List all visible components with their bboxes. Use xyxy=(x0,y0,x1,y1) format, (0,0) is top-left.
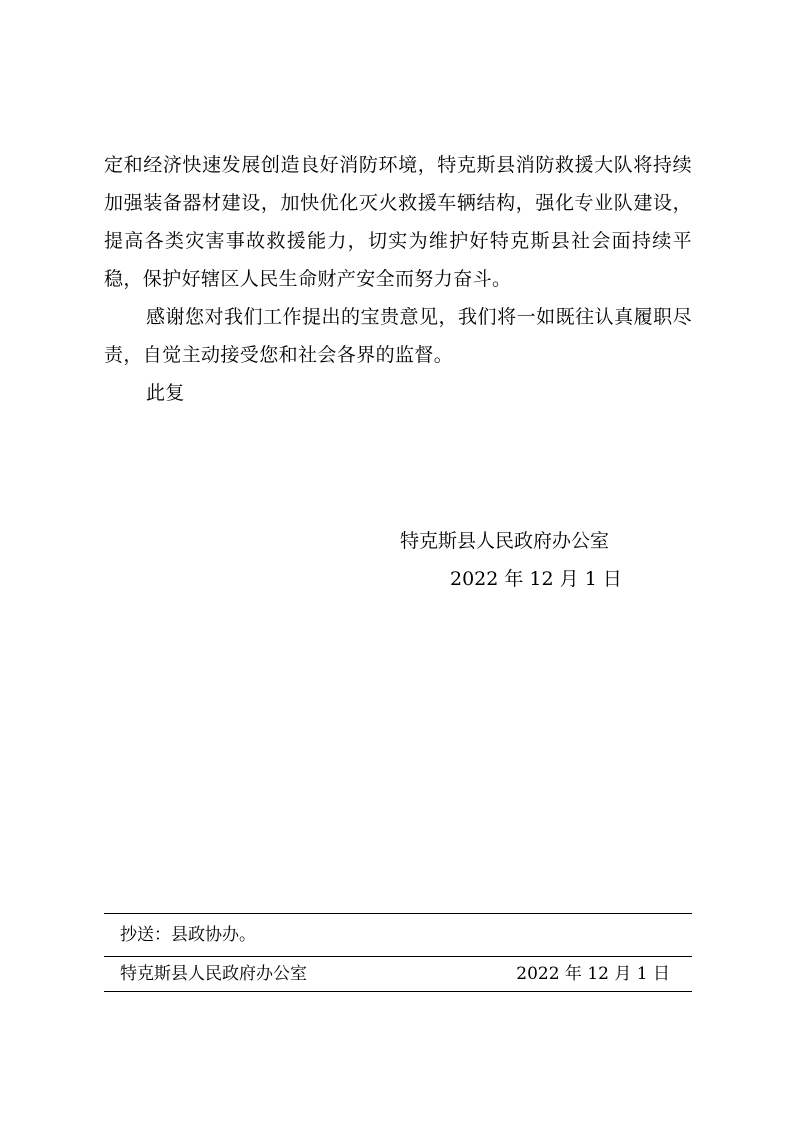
document-footer xyxy=(104,913,692,992)
footer-bottom-rule xyxy=(104,991,692,992)
cc-line: 抄送：县政协办。 xyxy=(120,925,256,945)
issue-line xyxy=(104,957,692,991)
letter-body xyxy=(104,146,692,412)
signature-organization: 特克斯县人民政府办公室 xyxy=(400,530,610,552)
paragraph-thanks: 感谢您对我们工作提出的宝贵意见，我们将一如既往认真履职尽责，自觉主动接受您和社会各界的监督。 xyxy=(104,306,692,366)
paragraph-continuation: 定和经济快速发展创造良好消防环境，特克斯县消防救援大队将持续加强装备器材建设，加快优化灭火救援车辆结构，强化专业队建设，提高各类灾害事故救援能力，切实为维护好特克斯县社会面持续平稳，保护好辖区人民生命财产安全而努力奋斗。 xyxy=(104,154,692,290)
issue-date: 2022 年 12 月 1 日 xyxy=(516,964,670,984)
issuer-name: 特克斯县人民政府办公室 xyxy=(120,964,307,984)
signature-block xyxy=(390,522,650,598)
closing-phrase: 此复 xyxy=(146,382,185,404)
signature-date: 2022 年 12 月 1 日 xyxy=(450,568,622,590)
